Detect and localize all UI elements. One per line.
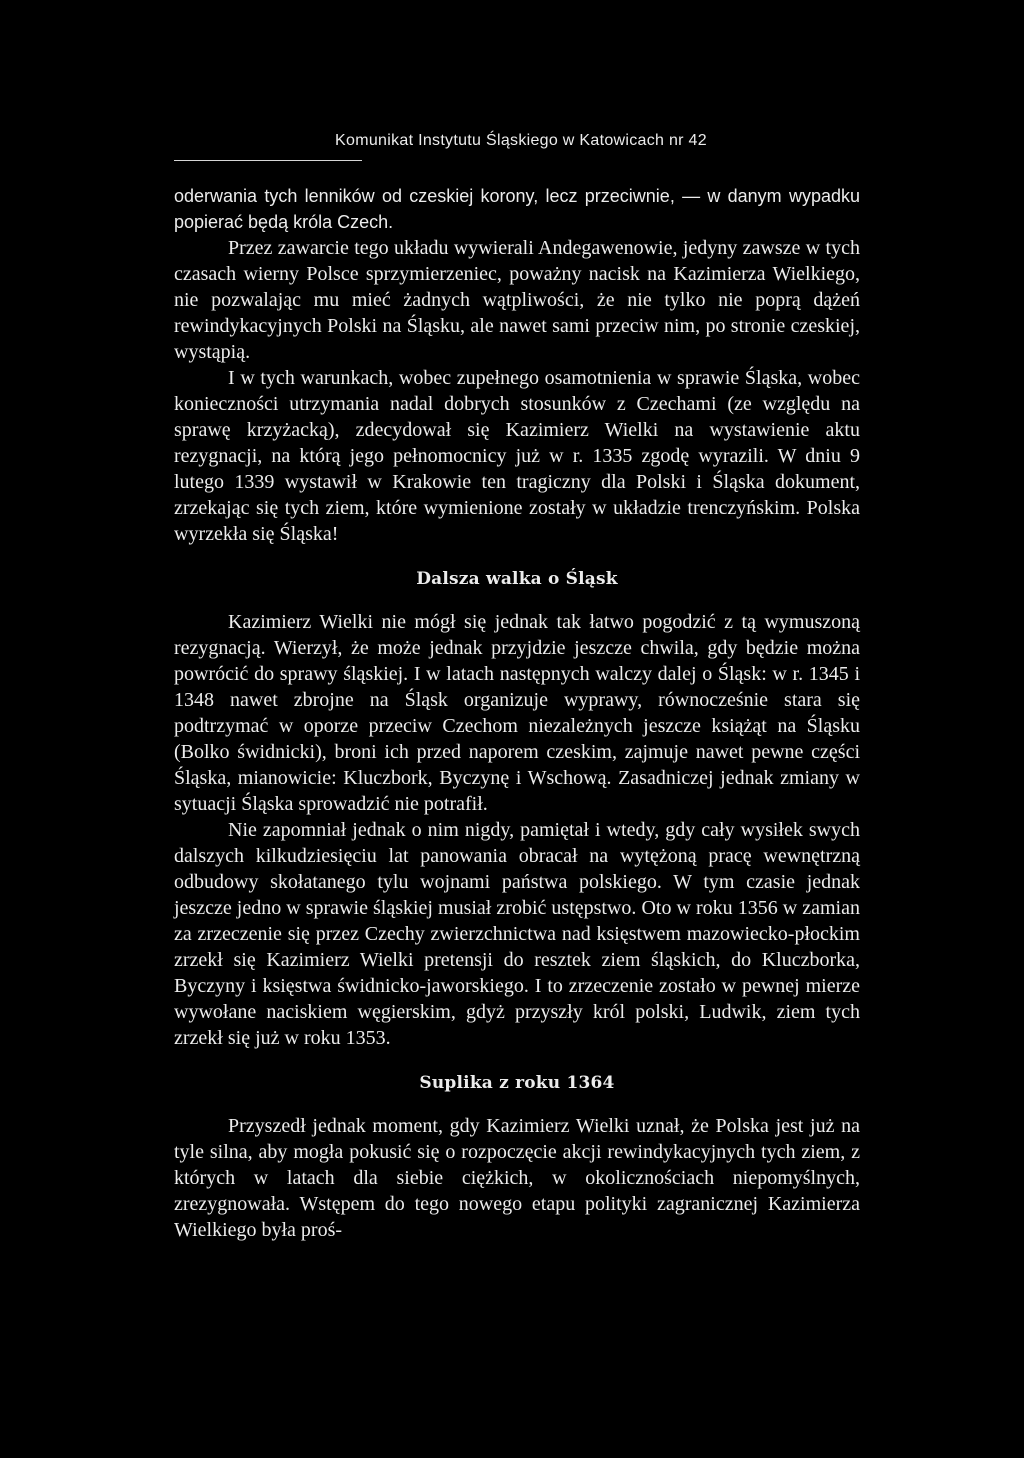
paragraph-rezygnacja: I w tych warunkach, wobec zupełnego osamotnienia w sprawie Śląska, wobec konieczności utrzymania nadal dobrych stosunków z Czechami (ze względu na sprawę krzyżacką), zdecydował się Kazimierz Wielki na wystawienie aktu rezygnacji, na którą jego pełnomocnicy już w r. 1335 zgodę wyrazili. W dniu 9 lutego 1339 wystawił w Krakowie ten tragiczny dla Polski i Śląska dokument, zrzekając się tych ziem, które wymienione zostały w układzie trenczyńskim. Polska wyrzekła się Śląska! [174, 367, 860, 545]
section-heading-dalsza-walka: Dalsza walka o Śląsk [416, 569, 618, 589]
paragraph-continuation: oderwania tych lenników od czeskiej korony, lecz przeciwnie, — w danym wypadku popierać będą króla Czech. [174, 186, 860, 232]
paragraph-dalsza-walka-2: Nie zapomniał jednak o nim nigdy, pamiętał i wtedy, gdy cały wysiłek swych dalszych kilkudziesięciu lat panowania obracał na wytężoną pracę wewnętrzną odbudowy skołatanego tylu wojnami państwa polskiego. W tym czasie jednak jeszcze jedno w sprawie śląskiej musiał zrobić ustępstwo. Oto w roku 1356 w zamian za zrzeczenie się przez Czechy zwierzchnictwa nad księstwem mazowiecko-płockim zrzekł się Kazimierz Wielki pretensji do resztek ziem śląskich, do Kluczborka, Byczyny i księstwa świdnicko-jaworskiego. I to zrzeczenie zostało w pewnej mierze wywołane naciskiem węgierskim, gdyż przyszły król polski, Ludwik, ziem tych zrzekł się już w roku 1353. [174, 819, 860, 1049]
paragraph-dalsza-walka-1: Kazimierz Wielki nie mógł się jednak tak łatwo pogodzić z tą wymuszoną rezygnacją. Wierzył, że może jednak przyjdzie jeszcze chwila, gdy będzie można powrócić do sprawy śląskiej. I w latach następnych walczy dalej o Śląsk: w r. 1345 i 1348 nawet zbrojne na Śląsk organizuje wyprawy, równocześnie stara się podtrzymać w oporze przeciw Czechom niezależnych jeszcze książąt na Śląsku (Bolko świdnicki), broni ich przed naporem czeskim, zajmuje nawet pewne części Śląska, mianowicie: Kluczbork, Byczynę i Wschową. Zasadniczej jednak zmiany w sytuacji Śląska sprowadzić nie potrafił. [174, 611, 860, 815]
header-rule [174, 160, 362, 161]
paragraph-suplika-1: Przyszedł jednak moment, gdy Kazimierz Wielki uznał, że Polska jest już na tyle silna, aby mogła pokusić się o rozpoczęcie akcji rewindykacyjnych tych ziem, z których w latach dla siebie ciężkich, w okolicznościach niepomyślnych, zrezygnowała. Wstępem do tego nowego etapu polityki zagranicznej Kazimierza Wielkiego była proś- [174, 1115, 860, 1241]
running-header: Komunikat Instytutu Śląskiego w Katowicach nr 42 [335, 132, 707, 149]
paragraph-andegawenowie: Przez zawarcie tego układu wywierali Andegawenowie, jedyny zawsze w tych czasach wierny Polsce sprzymierzeniec, poważny nacisk na Kazimierza Wielkiego, nie pozwalając mu mieć żadnych wątpliwości, że nie tylko nie poprą dążeń rewindykacyjnych Polski na Śląsku, ale nawet sami przeciw nim, po stronie czeskiej, wystąpią. [174, 237, 860, 363]
page-content [174, 130, 860, 1243]
section-heading-suplika: Suplika z roku 1364 [419, 1073, 615, 1093]
